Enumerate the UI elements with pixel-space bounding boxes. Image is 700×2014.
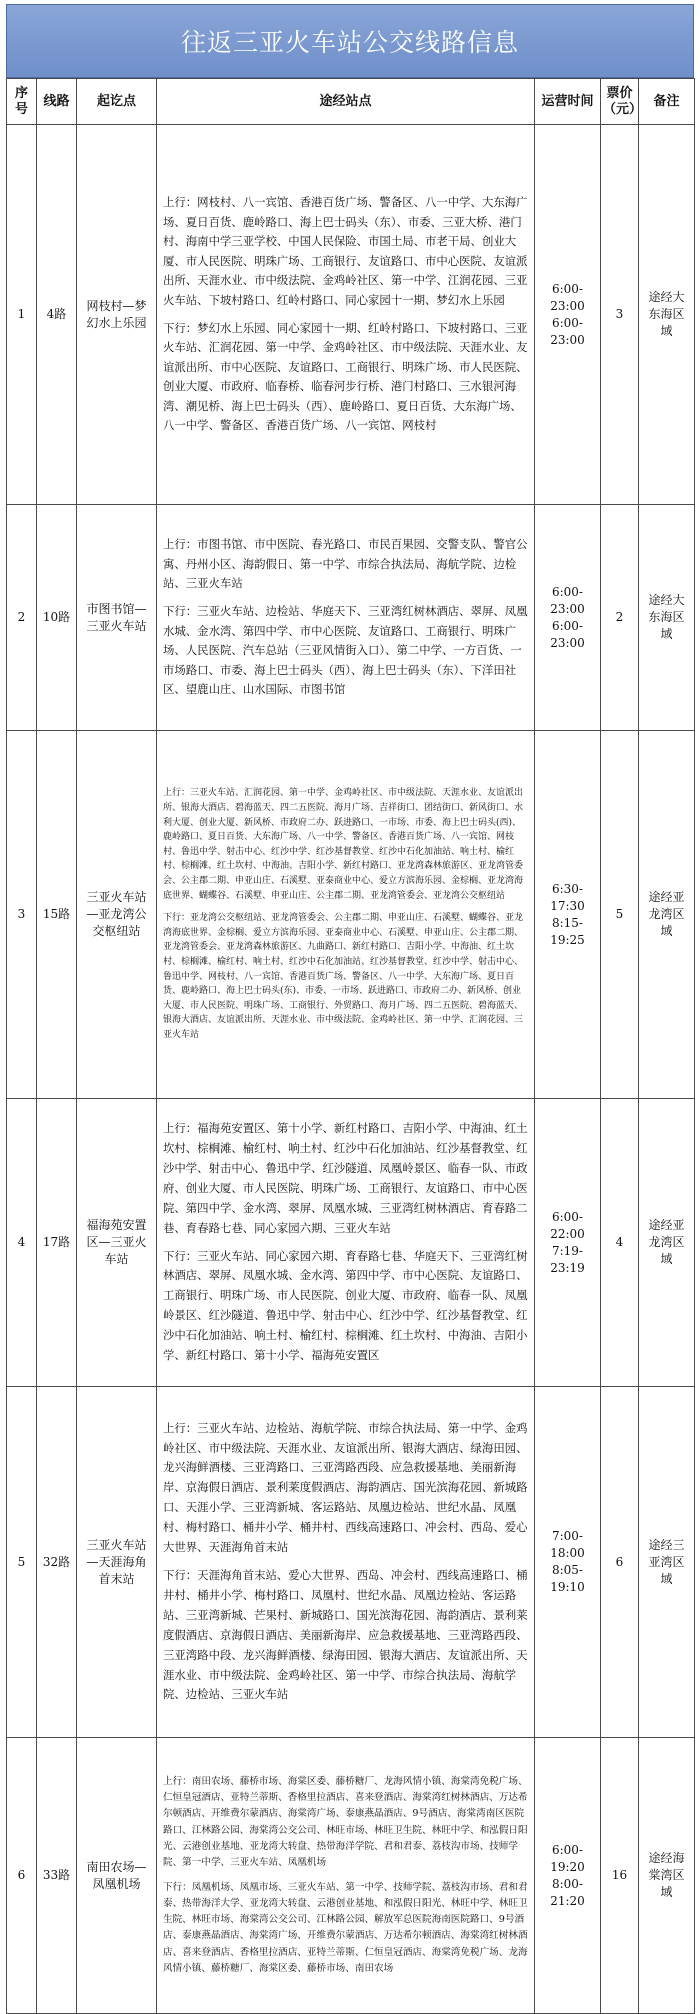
route-time-down: 8:05-19:10 xyxy=(550,1563,585,1594)
route-up-stops: 上行：南田农场、藤桥市场、海棠区委、藤桥糖厂、龙海风情小镇、海棠湾免税广场、仁恒皇冠酒店、亚特兰蒂斯、香格里拉酒店、喜来登酒店、海棠湾红树林酒店、万达希尔顿酒店、开维费尔蒙酒店、海棠湾广场、泰康燕晶酒店、9号酒店、海棠湾南区医院路口、江林路公园、海棠湾公交公司、林旺市场、林旺卫生院、林旺中学、和泓假日阳光、云港创业基地、亚龙湾大转盘、热带海洋学院、君和君泰、荔枝沟市场、技师学院、第一中学、三亚火车站、凤凰机场 xyxy=(163,1775,528,1869)
route-time-down: 8:15-19:25 xyxy=(550,915,585,947)
route-ends: 网枝村—梦幻水上乐园 xyxy=(77,125,157,505)
table-row xyxy=(7,1387,695,1738)
route-time xyxy=(535,1099,601,1387)
route-stops xyxy=(157,1387,535,1738)
route-line: 15路 xyxy=(37,731,77,1099)
route-stops xyxy=(157,731,535,1099)
route-fare: 2 xyxy=(601,505,639,731)
route-fare: 3 xyxy=(601,125,639,505)
page-title: 往返三亚火车站公交线路信息 xyxy=(6,4,694,78)
route-note: 途经大东海区域 xyxy=(639,125,695,505)
route-time-up: 6:00-23:00 xyxy=(550,281,585,313)
route-note: 途经大东海区域 xyxy=(639,505,695,731)
route-fare: 16 xyxy=(601,1738,639,2014)
route-fare: 6 xyxy=(601,1387,639,1738)
header-row xyxy=(7,79,695,125)
route-down-stops: 下行：三亚火车站、边检站、华庭天下、三亚湾红树林酒店、翠屏、凤凰水城、金水湾、第四中学、市中心医院、友谊路口、工商银行、明珠广场、人民医院、汽车总站（三亚风情街入口）、第二中学、一方百货、一市场路口、市委、海上巴士码头（西）、海上巴士码头（东）、下洋田社区、望鹿山庄、山水国际、市图书馆 xyxy=(163,603,528,697)
route-line: 33路 xyxy=(37,1738,77,2014)
table-row xyxy=(7,1099,695,1387)
route-time-up: 6:30-17:30 xyxy=(550,881,585,913)
route-time-down: 7:19-23:19 xyxy=(550,1243,585,1275)
route-no: 4 xyxy=(7,1099,37,1387)
table-row xyxy=(7,1738,695,2014)
route-note: 途经海棠湾区域 xyxy=(639,1738,695,2014)
route-line: 10路 xyxy=(37,505,77,731)
route-time-up: 6:00-22:00 xyxy=(550,1209,585,1241)
route-time-up: 6:00-19:20 xyxy=(550,1842,585,1874)
routes-table xyxy=(6,78,695,2014)
route-time xyxy=(535,505,601,731)
route-note: 途经亚龙湾区域 xyxy=(639,1099,695,1387)
header-line: 线路 xyxy=(37,79,77,125)
route-time-up: 7:00-18:00 xyxy=(550,1529,585,1560)
route-fare: 5 xyxy=(601,731,639,1099)
header-ends: 起讫点 xyxy=(77,79,157,125)
route-line: 32路 xyxy=(37,1387,77,1738)
route-no: 5 xyxy=(7,1387,37,1738)
route-ends: 市图书馆—三亚火车站 xyxy=(77,505,157,731)
route-down-stops: 下行：三亚火车站、同心家园六期、育春路七巷、华庭天下、三亚湾红树林酒店、翠屏、凤凰水城、金水湾、第四中学、市中心医院、友谊路口、工商银行、明珠广场、市人民医院、创业大厦、市政府、临春一队、凤凰岭景区、红沙隧道、鲁迅中学、射击中心、红沙中学、红沙基督教堂、红沙中石化加油站、响土村、榆红村、棕榈滩、红土坎村、中海油、吉阳小学、新红村路口、第十小学、福海苑安置区 xyxy=(163,1248,528,1363)
route-down-stops: 下行：亚龙湾公交枢纽站、亚龙湾管委会、公主郡二期、申亚山庄、石溪墅、蝴蝶谷、亚龙湾海底世界、金棕榈、爱立方滨海乐园、亚泰商业中心、石溪墅、申亚山庄、公主郡二期、亚龙湾管委会、亚龙湾森林旅游区、九曲路口、新红村路口、吉阳小学、中海油、红土坎村、棕榈滩、榆红村、响土村、红沙中石化加油站、红沙基督教堂、红沙中学、射击中心、鲁迅中学、网枝村、八一宾馆、香港百货广场、警备区、八一中学、大东海广场、夏日百货、鹿岭路口、海上巴士码头(东)、市委、一市场、跃进路口、市政府二办、新风桥、创业大厦、市人民医院、明珠广场、工商银行、外贸路口、海月广场、四二五医院、碧海蓝天、银海大酒店、友谊派出所、天涯水业、市中级法院、金鸡岭社区、第一中学、汇润花园、三亚火车站 xyxy=(163,913,524,1040)
header-fare: 票价（元） xyxy=(601,79,639,125)
route-time xyxy=(535,125,601,505)
route-time xyxy=(535,731,601,1099)
route-line: 4路 xyxy=(37,125,77,505)
header-note: 备注 xyxy=(639,79,695,125)
route-ends: 南田农场—凤凰机场 xyxy=(77,1738,157,2014)
route-no: 1 xyxy=(7,125,37,505)
route-line: 17路 xyxy=(37,1099,77,1387)
route-no: 6 xyxy=(7,1738,37,2014)
route-time xyxy=(535,1738,601,2014)
table-row xyxy=(7,731,695,1099)
route-time-up: 6:00-23:00 xyxy=(550,584,585,616)
route-stops xyxy=(157,125,535,505)
route-note: 途经三亚湾区域 xyxy=(639,1387,695,1738)
route-down-stops: 下行：梦幻水上乐园、同心家园十一期、红岭村路口、下坡村路口、三亚火车站、汇润花园、第一中学、金鸡岭社区、市中级法院、天涯水业、友谊派出所、市中心医院、友谊路口、工商银行、明珠广场、市人民医院、创业大厦、市政府、临春桥、临春河步行桥、港门村路口、三水银河海湾、潮见桥、海上巴士码头（西）、鹿岭路口、夏日百货、大东海广场、八一中学、警备区、香港百货广场、八一宾馆、网枝村 xyxy=(163,320,528,433)
route-up-stops: 上行：网枝村、八一宾馆、香港百货广场、警备区、八一中学、大东海广场、夏日百货、鹿岭路口、海上巴士码头（东）、市委、三亚大桥、港门村、海南中学三亚学校、中国人民保险、市国土局、市老干局、创业大厦、市人民医院、明珠广场、工商银行、友谊路口、市中心医院、友谊派出所、天涯水业、市中级法院、金鸡岭社区、第一中学、江润花园、三亚火车站、下坡村路口、红岭村路口、同心家园十一期、梦幻水上乐园 xyxy=(163,194,528,307)
route-stops xyxy=(157,1738,535,2014)
header-time: 运营时间 xyxy=(535,79,601,125)
route-no: 2 xyxy=(7,505,37,731)
route-ends: 三亚火车站—天涯海角首末站 xyxy=(77,1387,157,1738)
route-ends: 福海苑安置区—三亚火车站 xyxy=(77,1099,157,1387)
table-row xyxy=(7,505,695,731)
route-down-stops: 下行：凤凰机场、凤凰市场、三亚火车站、第一中学、技师学院、荔枝沟市场、君和君泰、热带海洋大学、亚龙湾大转盘、云港创业基地、和泓假日阳光、林旺中学、林旺卫生院、林旺市场、海棠湾公交公司、江林路公园、解放军总医院海南医院路口、9号酒店、泰康燕晶酒店、海棠湾广场、开维费尔蒙酒店、万达希尔顿酒店、海棠湾红树林酒店、喜来登酒店、香格里拉酒店、亚特兰蒂斯、仁恒皇冠酒店、海棠湾免税广场、龙海风情小镇、藤桥糖厂、海棠区委、藤桥市场、南田农场 xyxy=(163,1881,528,1974)
route-up-stops: 上行：福海苑安置区、第十小学、新红村路口、吉阳小学、中海油、红土坎村、棕榈滩、榆红村、响土村、红沙中石化加油站、红沙基督教堂、红沙中学、射击中心、鲁迅中学、红沙隧道、凤凰岭景区、临春一队、市政府、创业大厦、市人民医院、明珠广场、工商银行、友谊路口、市中心医院、第四中学、金水湾、翠屏、凤凰水城、三亚湾红树林酒店、育春路二巷、育春路七巷、同心家园六期、三亚火车站 xyxy=(163,1121,528,1235)
route-down-stops: 下行：天涯海角首末站、爱心大世界、西岛、冲会村、西线高速路口、桶井村、桶井小学、梅村路口、凤凰村、世纪水晶、凤凰边检站、客运路站、三亚湾新城、芒果村、新城路口、国光滨海花园、海韵酒店、景利莱度假酒店、京海假日酒店、美丽新海岸、应急救援基地、三亚湾路西段、三亚湾路中段、龙兴海鲜酒楼、绿海田园、银海大酒店、友谊派出所、天涯水业、市中级法院、金鸡岭社区、第一中学、市综合执法局、海航学院、边检站、三亚火车站 xyxy=(163,1568,528,1702)
route-ends: 三亚火车站—亚龙湾公交枢纽站 xyxy=(77,731,157,1099)
route-time-down: 6:00-23:00 xyxy=(550,315,585,347)
route-up-stops: 上行：市图书馆、市中医院、春光路口、市民百果园、交警支队、警官公寓、丹州小区、海韵假日、第一中学、市综合执法局、海航学院、边检站、三亚火车站 xyxy=(163,537,528,591)
route-stops xyxy=(157,505,535,731)
route-up-stops: 上行：三亚火车站、汇润花园、第一中学、金鸡岭社区、市中级法院、天涯水业、友谊派出所、银海大酒店、碧海蓝天、四二五医院、海月广场、吉祥街口、团结街口、新风街口、水利大厦、创业大厦、新风桥、市政府二办、跃进路口、一市场、市委、海上巴士码头(西)、鹿岭路口、夏日百货、大东海广场、八一中学、警备区、香港百货广场、八一宾馆、网枝村、鲁迅中学、射击中心、红沙中学、红沙基督教堂、红沙中石化加油站、响土村、榆红村、棕榈滩、红土坎村、中海油、吉阳小学、新红村路口、亚龙湾森林旅游区、亚龙湾管委会、公主郡二期、申亚山庄、石溪墅、亚泰商业中心、爱立方滨海乐园、金棕榈、亚龙湾海底世界、蝴蝶谷、石溪墅、申亚山庄、公主郡二期、亚龙湾管委会、亚龙湾公交枢纽站 xyxy=(163,788,524,901)
route-no: 3 xyxy=(7,731,37,1099)
header-stops: 途经站点 xyxy=(157,79,535,125)
route-fare: 4 xyxy=(601,1099,639,1387)
table-row xyxy=(7,125,695,505)
route-time xyxy=(535,1387,601,1738)
route-note: 途经亚龙湾区域 xyxy=(639,731,695,1099)
route-time-down: 8:00-21:20 xyxy=(550,1876,585,1908)
header-no: 序号 xyxy=(7,79,37,125)
route-time-down: 6:00-23:00 xyxy=(550,618,585,650)
route-up-stops: 上行：三亚火车站、边检站、海航学院、市综合执法局、第一中学、金鸡岭社区、市中级法院、天涯水业、友谊派出所、银海大酒店、绿海田园、龙兴海鲜酒楼、三亚湾路口、三亚湾路西段、应急救援基地、美丽新海岸、京海假日酒店、景利莱度假酒店、海韵酒店、国光滨海花园、新城路口、天涯小学、三亚湾新城、客运路站、凤凰边检站、世纪水晶、凤凰村、梅村路口、桶井小学、桶井村、西线高速路口、冲会村、西岛、爱心大世界、天涯海角首末站 xyxy=(163,1420,528,1555)
route-stops xyxy=(157,1099,535,1387)
